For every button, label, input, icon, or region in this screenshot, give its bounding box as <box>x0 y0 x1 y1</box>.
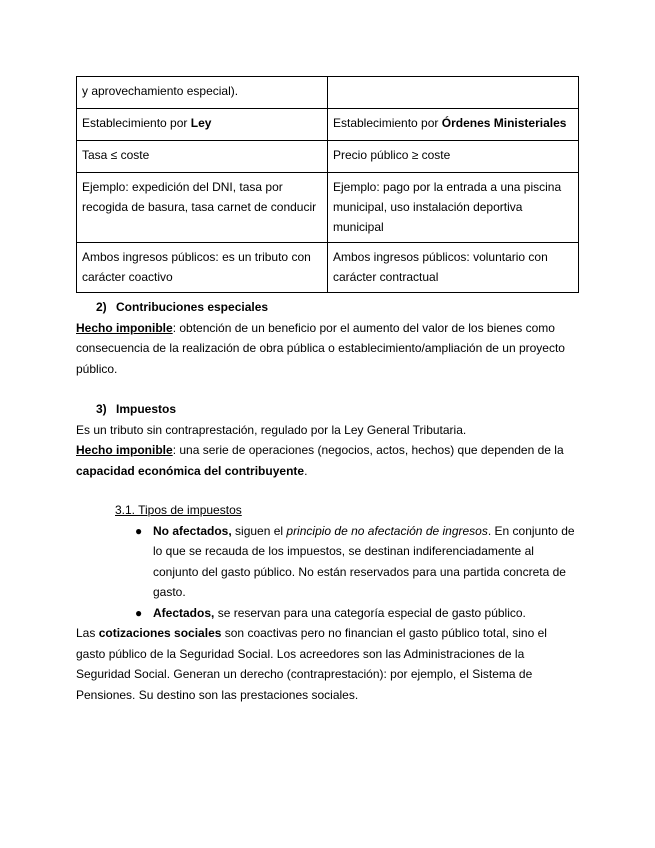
bullet-icon: ● <box>135 523 143 538</box>
item-bold-text: No afectados, <box>153 523 232 538</box>
table-cell-left: Tasa ≤ coste <box>77 141 328 173</box>
section-impuestos <box>76 399 576 481</box>
list-item <box>115 603 575 624</box>
section-title: Contribuciones especiales <box>116 300 269 314</box>
table-row <box>77 141 579 173</box>
table-row <box>77 109 579 141</box>
paragraph-text: . <box>304 463 308 478</box>
list-item <box>115 521 575 603</box>
subsection-title: 3.1. Tipos de impuestos <box>115 503 242 517</box>
table-cell-left: y aprovechamiento especial). <box>77 77 328 109</box>
bullet-list <box>115 521 575 624</box>
paragraph-bold-text: capacidad económica del contribuyente <box>76 463 305 478</box>
paragraph <box>76 440 576 481</box>
cell-bold-text: Órdenes Ministeriales <box>441 116 567 130</box>
section-heading <box>76 297 576 318</box>
table-cell-right <box>328 77 579 109</box>
section-contribuciones <box>76 297 576 379</box>
table-cell-left: Ejemplo: expedición del DNI, tasa por recogida de basura, tasa carnet de conducir <box>77 173 328 243</box>
section-heading <box>76 399 576 420</box>
paragraph-text: : una serie de operaciones (negocios, actos, hechos) que dependen de la <box>172 443 564 457</box>
item-text: . En conjunto de lo que se recauda de los impuestos, se destinan indiferenciadamente al conjunto del gasto público. No están reservados para una partida concreta de gasto. <box>153 523 575 599</box>
paragraph-bold-text: cotizaciones sociales <box>98 626 222 640</box>
table-row <box>77 77 579 109</box>
hecho-imponible-label: Hecho imponible <box>76 443 173 457</box>
table-cell-right: Ejemplo: pago por la entrada a una piscina municipal, uso instalación deportiva municipal <box>328 173 579 243</box>
hecho-imponible-label: Hecho imponible <box>76 320 173 335</box>
paragraph-text: Las <box>76 626 99 640</box>
table-cell-right: Ambos ingresos públicos: voluntario con carácter contractual <box>328 243 579 293</box>
cell-text: Establecimiento por <box>82 116 191 130</box>
section-title: Impuestos <box>116 402 177 416</box>
table-cell-left <box>77 109 328 141</box>
section-number: 2) <box>96 300 107 314</box>
bullet-icon: ● <box>135 605 143 620</box>
item-italic-text: principio de no afectación de ingresos <box>286 523 488 538</box>
table-cell-right: Precio público ≥ coste <box>328 141 579 173</box>
table-row <box>77 243 579 293</box>
table-row <box>77 173 579 243</box>
paragraph-text: son coactivas pero no financian el gasto público total, sino el gasto público de la Seguridad Social. Los acreedores son las Administraciones de la Seguridad Social. Generan un derecho (contraprestación): por ejemplo, el Sistema de Pensiones. Su destino son las prestaciones sociales. <box>76 626 547 702</box>
table-cell-left: Ambos ingresos públicos: es un tributo con carácter coactivo <box>77 243 328 293</box>
subsection-tipos-impuestos <box>115 500 575 623</box>
item-bold-text: Afectados, <box>153 605 215 620</box>
table-cell-right <box>328 109 579 141</box>
paragraph: Es un tributo sin contraprestación, regulado por la Ley General Tributaria. <box>76 422 467 437</box>
item-text: se reservan para una categoría especial de gasto público. <box>214 605 526 620</box>
paragraph <box>76 318 576 380</box>
section-number: 3) <box>96 402 107 416</box>
comparison-table <box>76 76 579 293</box>
closing-paragraph <box>76 623 576 705</box>
paragraph-text: : obtención de un beneficio por el aumento del valor de los bienes como consecuencia de la realización de obra pública o establecimiento/ampliación de un proyecto público. <box>76 320 565 376</box>
cell-bold-text: Ley <box>190 116 212 130</box>
item-text: siguen el <box>231 523 287 538</box>
cell-text: Establecimiento por <box>333 116 442 130</box>
